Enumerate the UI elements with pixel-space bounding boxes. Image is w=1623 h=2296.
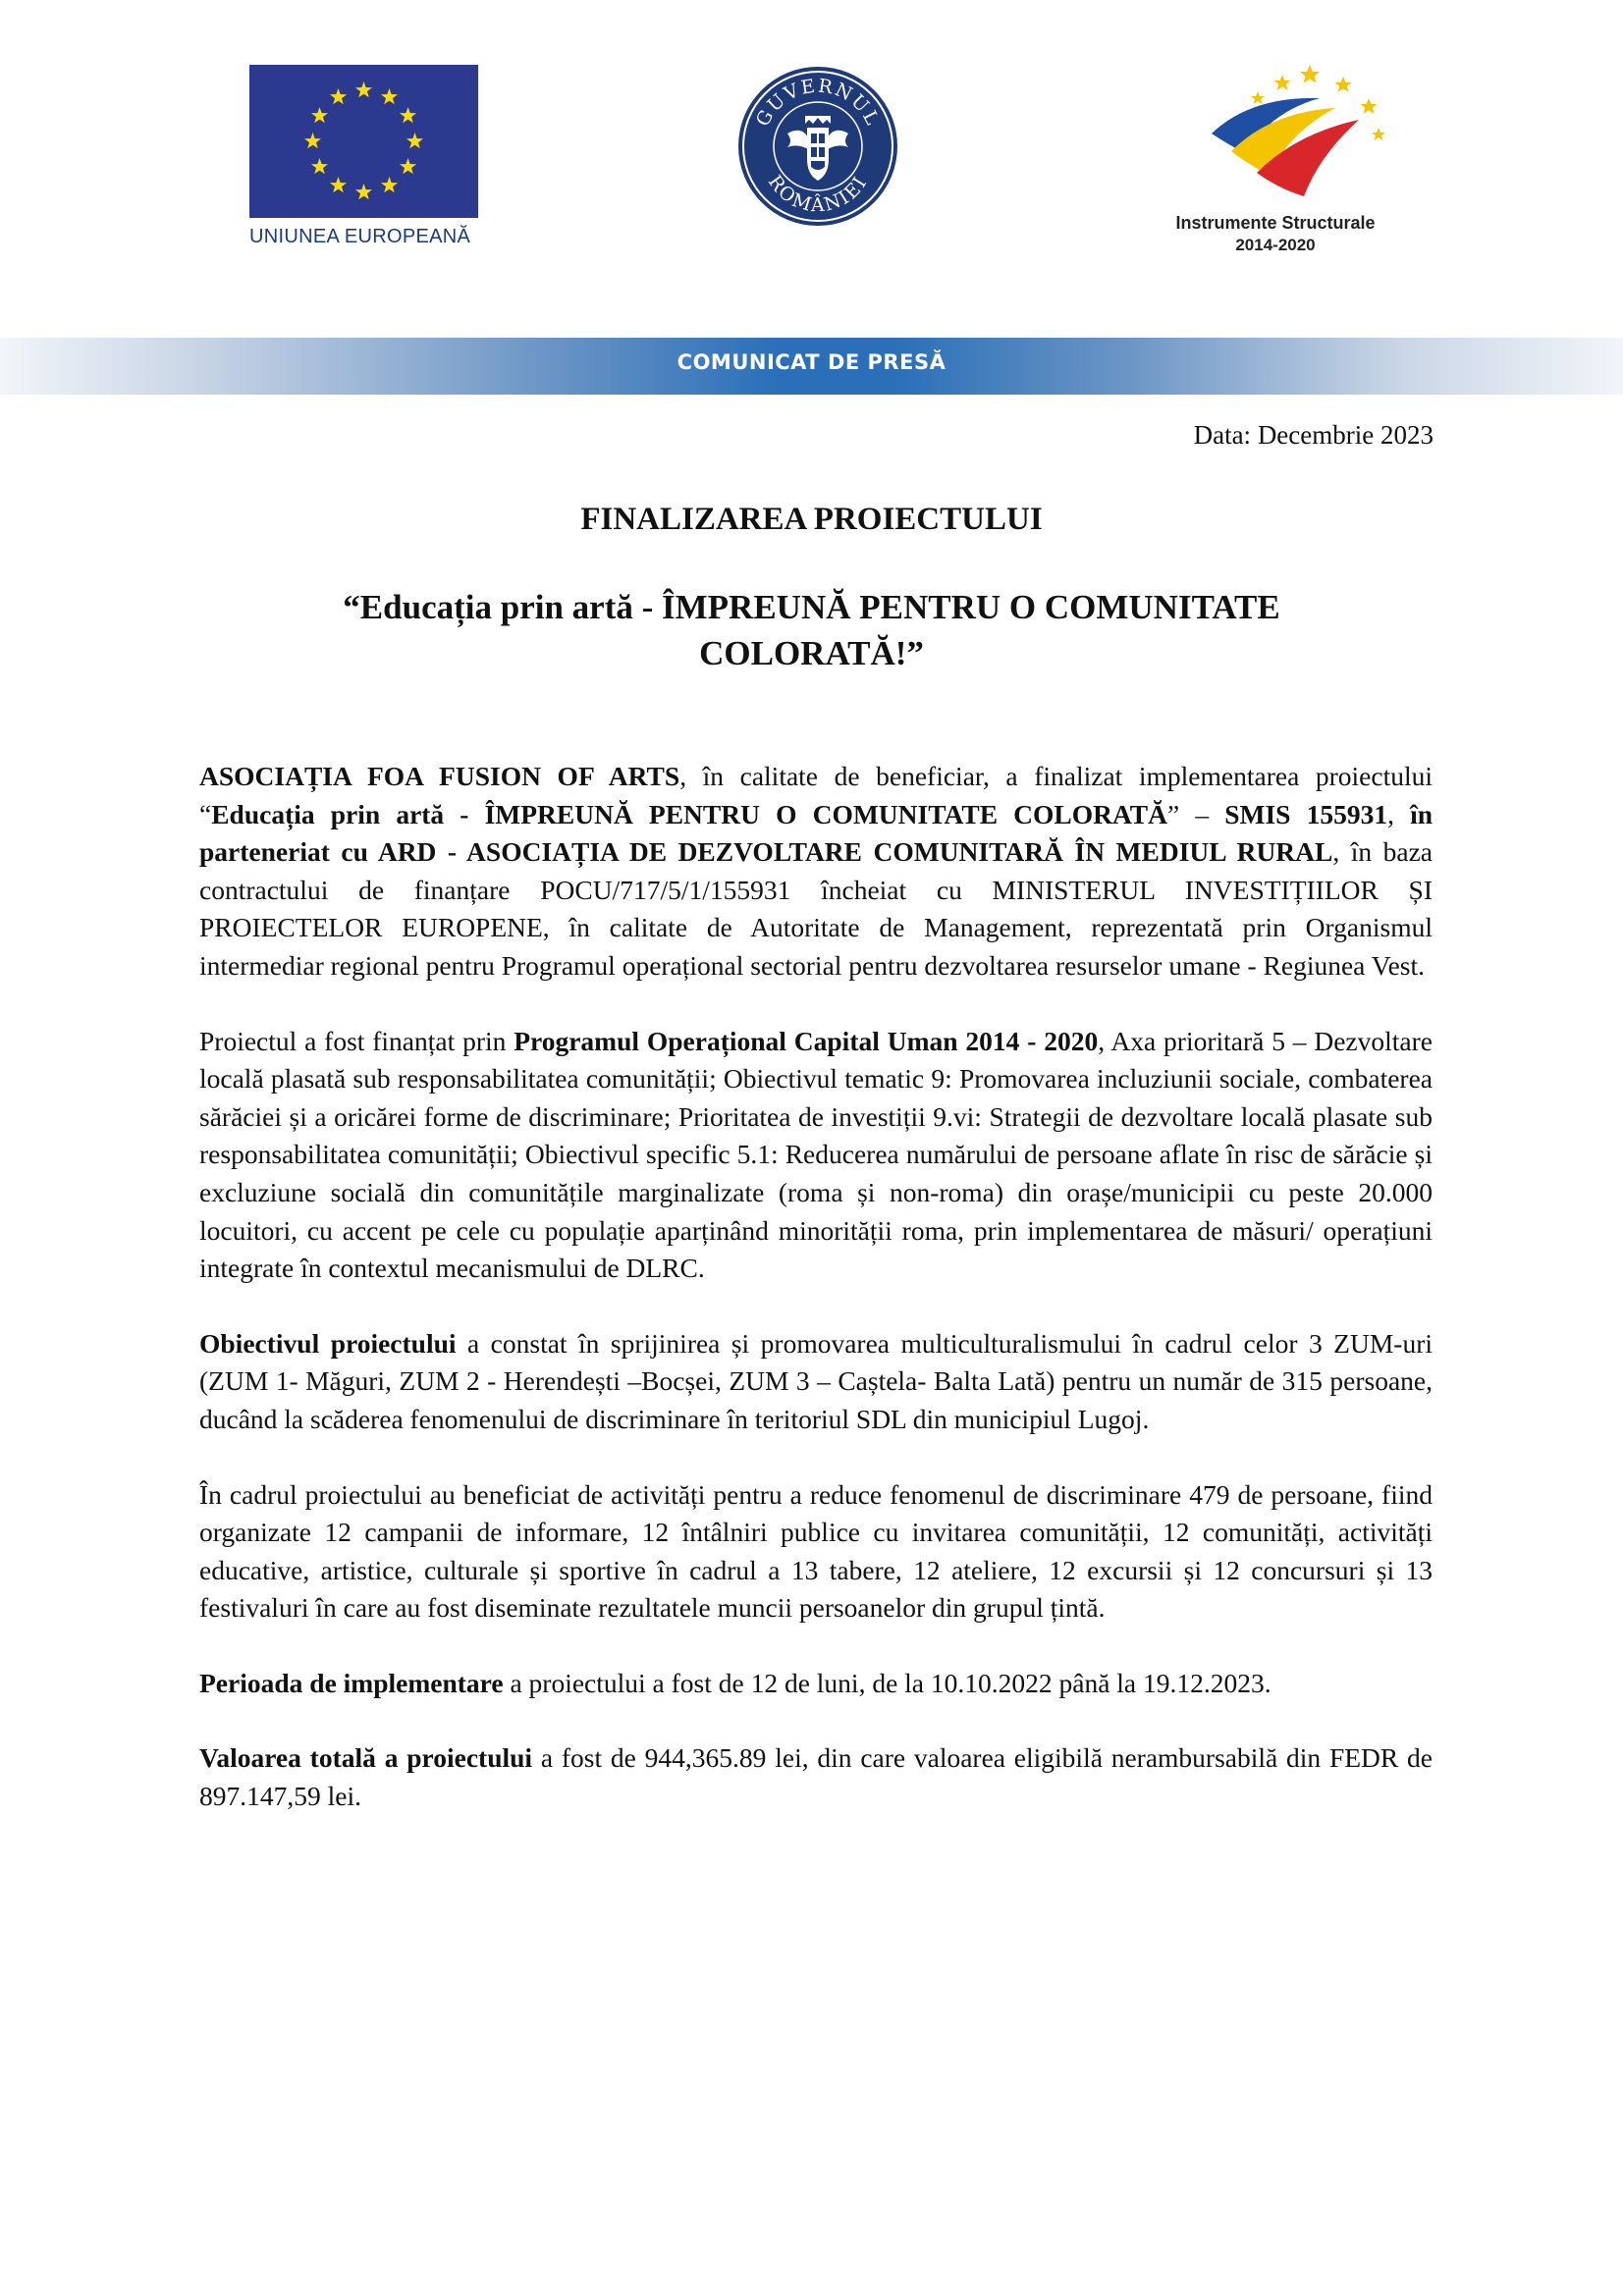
project-name: Educația prin artă - ÎMPREUNĂ PENTRU O COMUNITATE COLORATĂ [211, 798, 1168, 829]
partner-name: în parteneriat cu ARD - ASOCIAȚIA DE DEZVOLTARE COMUNITARĂ ÎN MEDIUL RURAL [199, 798, 1434, 868]
banner-label: COMUNICAT DE PRESĂ [676, 350, 947, 374]
eu-flag-icon [249, 65, 478, 218]
seal-text-bottom: ROMÂNIEI [763, 171, 873, 217]
paragraph-beneficiary [199, 758, 1433, 986]
press-release-banner [0, 338, 1623, 395]
paragraph-text: În cadrul proiectului au beneficiat de activități pentru a reduce fenomenul de discriminare 479 de persoane, fiind organizate 12 campanii de informare, 12 întâlniri publice cu invitarea comunității, 12 comunități, activități educative, artistice, culturale și sportive în cadrul a 13 tabere, 12 ateliere, 12 excursii și 12 concursuri și 13 festivaluri în care au fost diseminate rezultatele muncii persoanelor din grupul țintă. [199, 1478, 1433, 1624]
beneficiary-name: ASOCIAȚIA FOA FUSION OF ARTS [199, 761, 680, 791]
period-label: Perioada de implementare [199, 1667, 504, 1698]
eu-logo-caption: UNIUNEA EUROPEANĂ [249, 226, 471, 247]
paragraph-text: , Axa prioritară 5 – Dezvoltare locală plasată sub responsabilitatea comunității; Obiectivul tematic 9: Promovarea incluziunii sociale, combaterea sărăciei și a oricărei forme de discriminare; Prioritatea de investiții 9.vi: Strategii de dezvoltare locală plasate sub responsabilitatea comunității; Obiectivul specific 5.1: Reducerea numărului de persoane aflate în risc de sărăcie și excluziune socială din comunitățile marginalizate (roma și non-roma) din orașe/municipii cu peste 20.000 locuitori, cu accent pe cele cu populație aparținând minorității roma, prin implementarea de măsuri/ operațiuni integrate în contextul mecanismului de DLRC. [199, 1025, 1433, 1284]
structural-instruments-years: 2014-2020 [1235, 236, 1316, 254]
structural-instruments-icon [1163, 57, 1388, 204]
eu-logo [249, 65, 478, 248]
government-seal-icon [736, 65, 899, 228]
paragraph-text: , în calitate de beneficiar, a finalizat implementarea proiectului “ [199, 761, 1433, 829]
project-name-heading: “Educația prin artă - ÎMPREUNĂ PENTRU O COMUNITATE COLORATĂ!” [343, 588, 1280, 672]
government-seal [736, 65, 899, 228]
paragraph-text: a fost de 944,365.89 lei, din care valoarea eligibilă nerambursabilă din FEDR de 897.147,59 lei. [199, 1742, 1434, 1812]
document-title: FINALIZAREA PROIECTULUI [580, 502, 1043, 537]
objective-label: Obiectivul proiectului [199, 1327, 457, 1359]
document-body [199, 758, 1433, 1853]
paragraph-text: a constat în sprijinirea și promovarea multiculturalismului în cadrul celor 3 ZUM-uri (ZUM 1- Măguri, ZUM 2 - Herendești –Bocșei, ZUM 3 – Caștela- Balta Lată) pentru un număr de 315 persoane, ducând la scăderea fenomenului de discriminare în teritoriul SDL din municipiul Lugoj. [199, 1327, 1433, 1434]
paragraph-text: , [1387, 798, 1411, 829]
structural-instruments-logo [1163, 57, 1388, 255]
paragraph-objective [199, 1325, 1433, 1439]
paragraph-activities [199, 1476, 1433, 1628]
paragraph-value [199, 1739, 1433, 1815]
paragraph-funding [199, 1023, 1433, 1288]
seal-text-top: GUVERNUL [751, 75, 885, 131]
paragraph-text: , în baza contractului de finanțare POCU/717/5/1/155931 încheiat cu MINISTERUL INVESTIȚIILOR ȘI PROIECTELOR EUROPENE, în calitate de Autoritate de Management, reprezentată prin Organismul intermediar regional pentru Programul operațional sectorial pentru dezvoltarea resurselor umane - Regiunea Vest. [199, 836, 1433, 981]
smis-code: SMIS 155931 [1224, 798, 1388, 829]
program-name: Programul Operațional Capital Uman 2014 - 2020 [514, 1025, 1099, 1056]
paragraph-text: a proiectului a fost de 12 de luni, de la 10.10.2022 până la 19.12.2023. [503, 1667, 1271, 1698]
document-date: Data: Decembrie 2023 [1193, 420, 1434, 450]
structural-instruments-caption: Instrumente Structurale [1175, 213, 1376, 233]
paragraph-text: ” – [1167, 798, 1225, 829]
paragraph-period [199, 1665, 1433, 1703]
value-label: Valoarea totală a proiectului [199, 1742, 533, 1774]
paragraph-text: Proiectul a fost finanțat prin [199, 1025, 514, 1056]
